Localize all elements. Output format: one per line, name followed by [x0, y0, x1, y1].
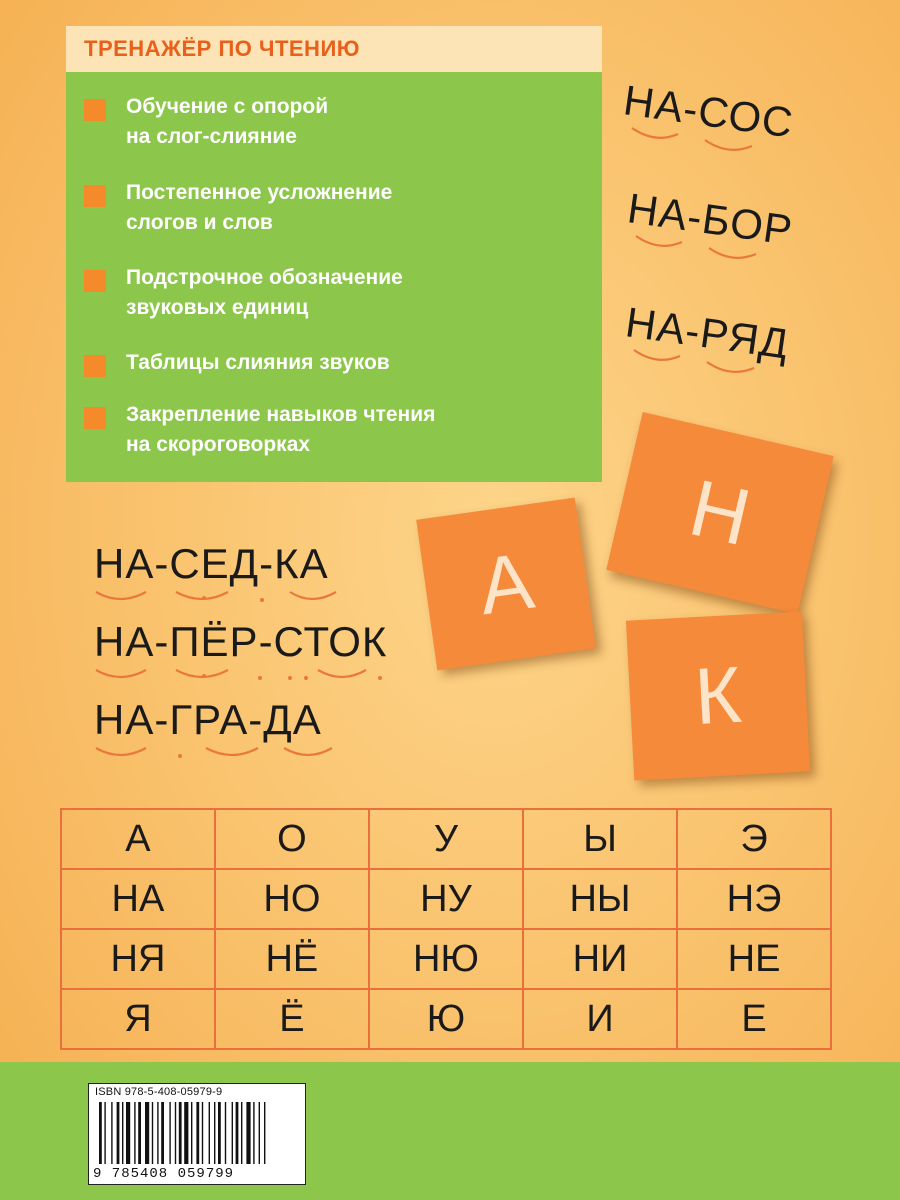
table-cell: А: [61, 809, 215, 869]
barcode-bar: [236, 1102, 239, 1164]
barcode-bar: [104, 1102, 105, 1164]
barcode-bar: [232, 1102, 233, 1164]
table-cell: У: [369, 809, 523, 869]
barcode-bar: [138, 1102, 141, 1164]
syllable-arc: [634, 350, 680, 360]
syllable-arc: [707, 362, 754, 372]
letter-tile-n: Н: [606, 412, 833, 614]
barcode-bar: [184, 1102, 188, 1164]
table-cell: НА: [61, 869, 215, 929]
barcode-bar: [145, 1102, 149, 1164]
feature-text: Обучение с опорой на слог-слияние: [126, 95, 329, 148]
table-cell: Ы: [523, 809, 677, 869]
table-cell: Э: [677, 809, 831, 869]
table-cell: НЫ: [523, 869, 677, 929]
barcode-bar: [179, 1102, 182, 1164]
syllable-arc: [632, 128, 678, 138]
barcode-bar: [218, 1102, 221, 1164]
barcode-bar: [126, 1102, 130, 1164]
syllable-arc: [318, 670, 366, 677]
syllable-arc: [176, 592, 228, 599]
barcode-bar: [241, 1102, 242, 1164]
table-cell: Ю: [369, 989, 523, 1049]
syllable-arc: [96, 670, 146, 677]
isbn-barcode-block: [88, 1083, 306, 1185]
syllable-arc: [705, 140, 752, 150]
feature-text: Таблицы слияния звуков: [126, 351, 390, 374]
table-row: [61, 869, 831, 929]
table-cell: НЕ: [677, 929, 831, 989]
barcode-bar: [122, 1102, 123, 1164]
syllable-arc: [206, 748, 258, 755]
barcode-bar: [152, 1102, 153, 1164]
table-cell: Е: [677, 989, 831, 1049]
syllable-arc: [284, 748, 332, 755]
table-cell: НЁ: [215, 929, 369, 989]
table-cell: И: [523, 989, 677, 1049]
barcode-bar: [253, 1102, 254, 1164]
syllable-arc: [709, 248, 756, 258]
table-cell: НЮ: [369, 929, 523, 989]
barcode-bar: [161, 1102, 164, 1164]
feature-text: Постепенное усложнение слогов и слов: [126, 181, 393, 234]
table-cell: НЭ: [677, 869, 831, 929]
barcode-bar: [259, 1102, 260, 1164]
barcode-bar: [117, 1102, 120, 1164]
barcode-number: 9 785408 059799: [93, 1166, 235, 1182]
table-cell: НО: [215, 869, 369, 929]
table-row: [61, 809, 831, 869]
box-title: ТРЕНАЖЁР ПО ЧТЕНИЮ: [66, 26, 602, 72]
syllable-word: НА-ГРА-ДА: [94, 696, 322, 743]
table-cell: Я: [61, 989, 215, 1049]
feature-text: Закрепление навыков чтения на скороговорках: [126, 403, 436, 456]
table-cell: НЯ: [61, 929, 215, 989]
syllable-word: НА-ПЁР-СТОК: [94, 618, 388, 665]
letter-tile-k: К: [626, 612, 810, 781]
syllable-arc: [290, 592, 336, 599]
table-cell: НИ: [523, 929, 677, 989]
barcode-bar: [246, 1102, 250, 1164]
barcode-icon: [95, 1102, 301, 1166]
letter-tile-a: А: [416, 498, 596, 671]
table-cell: О: [215, 809, 369, 869]
barcode-bar: [111, 1102, 112, 1164]
feature-text: Подстрочное обозначение звуковых единиц: [126, 266, 403, 319]
barcode-bar: [214, 1102, 215, 1164]
syllable-arc: [636, 236, 682, 246]
syllable-word: НА-РЯД: [622, 298, 792, 368]
syllable-word: НА-БОР: [624, 184, 796, 254]
barcode-bar: [202, 1102, 203, 1164]
table-cell: Ё: [215, 989, 369, 1049]
table-row: [61, 989, 831, 1049]
syllable-arc: [176, 670, 228, 677]
syllable-arc: [96, 592, 146, 599]
table-cell: НУ: [369, 869, 523, 929]
syllable-arc: [96, 748, 146, 755]
barcode-bar: [134, 1102, 135, 1164]
barcode-bar: [264, 1102, 265, 1164]
barcode-bar: [169, 1102, 170, 1164]
barcode-bar: [209, 1102, 210, 1164]
barcode-bar: [157, 1102, 158, 1164]
isbn-label: ISBN 978-5-408-05979-9: [95, 1086, 223, 1098]
barcode-bar: [175, 1102, 176, 1164]
syllable-table: [60, 808, 832, 1050]
barcode-bar: [191, 1102, 192, 1164]
barcode-bar: [225, 1102, 226, 1164]
syllable-word: НА-СЕД-КА: [94, 540, 329, 587]
barcode-bar: [99, 1102, 102, 1164]
table-row: [61, 929, 831, 989]
barcode-bar: [196, 1102, 199, 1164]
syllable-word: НА-СОС: [620, 76, 797, 147]
